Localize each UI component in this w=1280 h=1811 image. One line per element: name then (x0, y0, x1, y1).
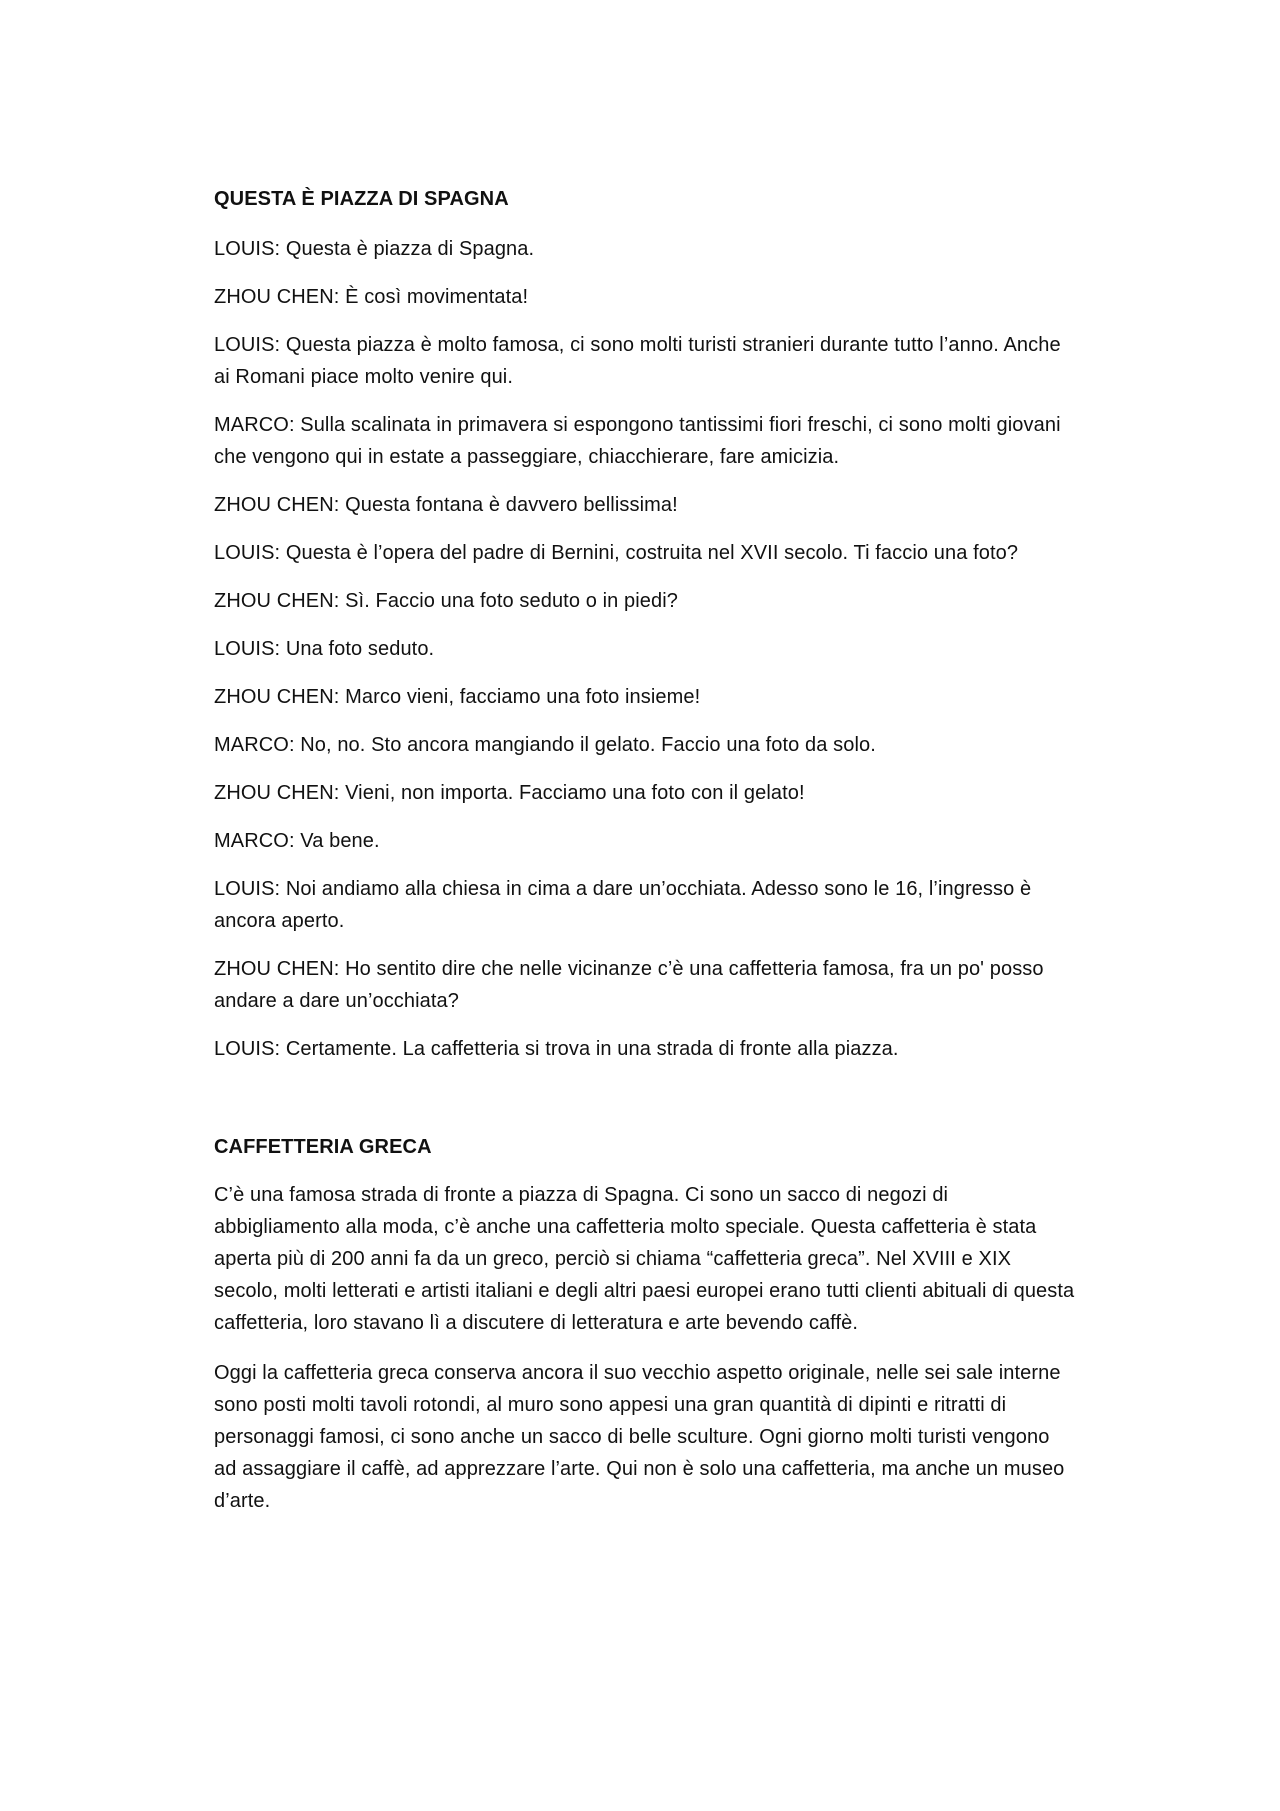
section-title: CAFFETTERIA GRECA (214, 1136, 432, 1158)
dialogue-line: ZHOU CHEN: Sì. Faccio una foto seduto o in piedi? (214, 590, 679, 612)
body-paragraph: C’è una famosa strada di fronte a piazza di Spagna. Ci sono un sacco di negozi di abbigliamento alla moda, c’è anche una caffetteria molto speciale. Questa caffetteria è stata aperta più di 200 anni fa da un greco, perciò si chiama “caffetteria greca”. Nel XVIII e XIX secolo, molti letterati e artisti italiani e degli altri paesi europei erano tutti clienti abituali di questa caffetteria, loro stavano lì a discutere di letteratura e arte bevendo caffè. (214, 1184, 1075, 1334)
dialogue-line: ZHOU CHEN: Ho sentito dire che nelle vicinanze c’è una caffetteria famosa, fra un po' posso andare a dare un’occhiata? (214, 958, 1044, 1012)
section-piazza-di-spagna (214, 185, 1076, 1065)
dialogue-line: LOUIS: Questa piazza è molto famosa, ci sono molti turisti stranieri durante tutto l’anno. Anche ai Romani piace molto venire qui. (214, 334, 1061, 388)
dialogue-line: LOUIS: Questa è l’opera del padre di Bernini, costruita nel XVII secolo. Ti faccio una foto? (214, 542, 1019, 564)
dialogue-line: ZHOU CHEN: Marco vieni, facciamo una foto insieme! (214, 686, 701, 708)
dialogue-line: MARCO: Va bene. (214, 830, 380, 852)
dialogue-line: LOUIS: Questa è piazza di Spagna. (214, 238, 535, 260)
body-paragraph: Oggi la caffetteria greca conserva ancora il suo vecchio aspetto originale, nelle sei sale interne sono posti molti tavoli rotondi, al muro sono appesi una gran quantità di dipinti e ritratti di personaggi famosi, ci sono anche un sacco di belle sculture. Ogni giorno molti turisti vengono ad assaggiare il caffè, ad apprezzare l’arte. Qui non è solo una caffetteria, ma anche un museo d’arte. (214, 1362, 1065, 1512)
dialogue-line: MARCO: Sulla scalinata in primavera si espongono tantissimi fiori freschi, ci sono molti giovani che vengono qui in estate a passeggiare, chiacchierare, fare amicizia. (214, 414, 1061, 468)
dialogue-line: ZHOU CHEN: È così movimentata! (214, 286, 529, 308)
section-caffetteria-greca (214, 1133, 1076, 1517)
section-spacer (214, 1081, 1076, 1133)
dialogue-line: LOUIS: Certamente. La caffetteria si trova in una strada di fronte alla piazza. (214, 1038, 899, 1060)
dialogue-line: ZHOU CHEN: Questa fontana è davvero bellissima! (214, 494, 678, 516)
dialogue-line: ZHOU CHEN: Vieni, non importa. Facciamo una foto con il gelato! (214, 782, 805, 804)
dialogue-line: LOUIS: Una foto seduto. (214, 638, 435, 660)
document-content (214, 185, 1076, 1535)
dialogue-line: LOUIS: Noi andiamo alla chiesa in cima a dare un’occhiata. Adesso sono le 16, l’ingresso è ancora aperto. (214, 878, 1032, 932)
section-title: QUESTA È PIAZZA DI SPAGNA (214, 188, 509, 210)
dialogue-line: MARCO: No, no. Sto ancora mangiando il gelato. Faccio una foto da solo. (214, 734, 876, 756)
